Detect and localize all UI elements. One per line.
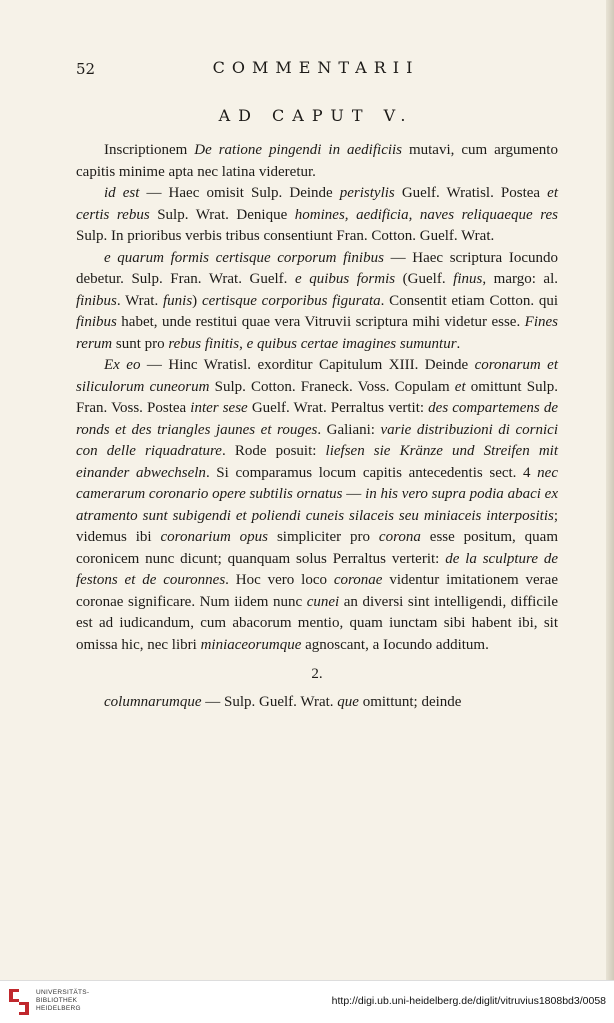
text-run: . Galiani: <box>317 421 381 438</box>
paragraph <box>76 140 558 183</box>
italic-text: des compartemens de ronds et des triangles jaunes et rouges <box>76 400 558 438</box>
text-run: ; videmus ibi <box>76 507 558 545</box>
italic-text: coronarum et siliculorum cuneorum <box>76 357 558 395</box>
text-run: esse positum, quam coronicem nunc dicunt; quanquam solus Perraltus verterit: <box>76 529 559 567</box>
italic-text: Fines rerum <box>76 314 558 352</box>
text-run: . Rode posuit: <box>221 443 326 459</box>
italic-text: funis <box>162 292 193 309</box>
page-edge <box>606 0 614 980</box>
italic-text: e quibus formis <box>294 271 396 287</box>
text-run: Guelf. Wrat. Perraltus vertit: <box>247 400 429 416</box>
chapter-heading: AD CAPUT V. <box>218 106 414 125</box>
footer-bar <box>0 980 614 1023</box>
source-url-link[interactable]: http://digi.ub.uni-heidelberg.de/diglit/vitruvius1808bd3/0058 <box>331 995 606 1007</box>
text-run: simpliciter pro <box>268 529 379 545</box>
text-run: Inscriptionem <box>104 142 195 158</box>
italic-text: nec camerarum coronario opere subtilis ornatus <box>76 464 558 502</box>
italic-text: inter sese <box>190 400 248 416</box>
text-run: , margo: al. <box>482 271 559 287</box>
italic-text: finibus <box>76 292 117 309</box>
italic-text: finus <box>453 271 483 287</box>
italic-text: finibus <box>76 314 117 330</box>
paragraph <box>76 692 558 714</box>
italic-text: coronae <box>333 572 383 588</box>
text-run: — Haec omisit Sulp. Deinde <box>139 185 340 201</box>
paragraph <box>76 355 558 656</box>
text-run: — Sulp. Guelf. Wrat. <box>201 693 338 710</box>
text-run: Sulp. Cotton. Franeck. Voss. Copulam <box>209 378 455 395</box>
paragraph <box>76 183 558 248</box>
italic-text: liefsen sie Kränze und Streifen mit einander abwechseln <box>76 443 558 481</box>
italic-text: varie distribuzioni di cornici con delle riquadrature <box>76 421 558 459</box>
text-run: — <box>342 486 366 502</box>
italic-text: et <box>454 378 466 395</box>
italic-text: cunei <box>306 593 340 610</box>
text-run: . <box>456 335 461 352</box>
italic-text: homines, aedificia, naves reliquaeque res <box>294 206 558 223</box>
paragraph <box>76 248 558 356</box>
text-run: omittunt Sulp. Fran. Voss. Postea <box>76 378 558 416</box>
text-run: — Haec scriptura Iocundo debetur. Sulp. Fran. Wrat. Guelf. <box>76 249 558 287</box>
italic-text: e quarum formis certisque corporum finibus <box>104 249 384 266</box>
text-run: . Wrat. <box>116 292 163 309</box>
italic-text: et certis rebus <box>76 185 558 223</box>
text-run: Sulp. Wrat. Denique <box>149 206 295 223</box>
text-run: Guelf. Wratisl. Postea <box>394 185 548 201</box>
text-run: . Consentit etiam Cotton. qui <box>380 292 559 309</box>
text-run: mutavi, cum argumento capitis minime apta nec latina videretur. <box>76 142 558 180</box>
library-name: UNIVERSITÄTS- BIBLIOTHEK HEIDELBERG <box>36 989 90 1012</box>
university-library-logo-icon <box>6 987 32 1017</box>
text-run: (Guelf. <box>395 271 454 287</box>
logo-mark <box>9 989 29 1015</box>
text-run: agnoscant, a Iocundo additum. <box>301 636 489 653</box>
italic-text: de la sculpture de festons et de couronnes <box>76 550 558 588</box>
italic-text: De ratione pingendi in aedificiis <box>194 142 403 158</box>
text-run: habet, unde restitui quae vera Vitruvii scriptura mihi videtur esse. <box>116 314 525 330</box>
italic-text: corona <box>378 529 421 545</box>
italic-text: id est <box>104 185 140 201</box>
page-header <box>76 58 556 82</box>
text-run: videntur imitationem verae coronae significare. Num iidem nunc <box>76 572 558 610</box>
italic-text: columnarumque <box>104 693 202 710</box>
text-run: , <box>239 335 247 352</box>
italic-text: peristylis <box>339 185 395 201</box>
italic-text: e quibus certae imagines sumuntur <box>246 335 457 352</box>
text-run: ) <box>192 292 202 309</box>
text-run: Sulp. In prioribus verbis tribus consentiunt Fran. Cotton. Guelf. Wrat. <box>76 228 495 244</box>
text-run: an diversi sint intelligendi, difficile est ad iudicandum, cum abacorum mentio, quam iunctam sibi habent ibi, sit omissa hic, nec libri <box>76 593 559 653</box>
italic-text: in his vero supra podia abaci ex atramento sunt subigendi et poliendi cuneis silaceis seu miniaceis interpositis <box>76 486 558 524</box>
italic-text: rebus finitis <box>168 335 240 352</box>
italic-text: certisque corporibus figurata <box>201 292 381 309</box>
text-run: sunt pro <box>112 335 169 352</box>
page-number: 52 <box>76 60 96 78</box>
italic-text: que <box>337 693 359 710</box>
section-number: 2. <box>311 666 323 682</box>
italic-text: Ex eo <box>104 357 141 373</box>
text-run: omittunt; deinde <box>358 693 462 710</box>
text-run: . Hoc vero loco <box>225 572 334 588</box>
italic-text: coronarium opus <box>160 529 269 545</box>
running-head: COMMENTARII <box>212 58 420 77</box>
text-run: . Si comparamus locum capitis antecedentis sect. 4 <box>205 464 538 481</box>
commentary-body <box>76 140 558 713</box>
text-run: — Hinc Wratisl. exorditur Capitulum XIII. Deinde <box>140 357 475 373</box>
italic-text: miniaceorumque <box>200 636 302 653</box>
